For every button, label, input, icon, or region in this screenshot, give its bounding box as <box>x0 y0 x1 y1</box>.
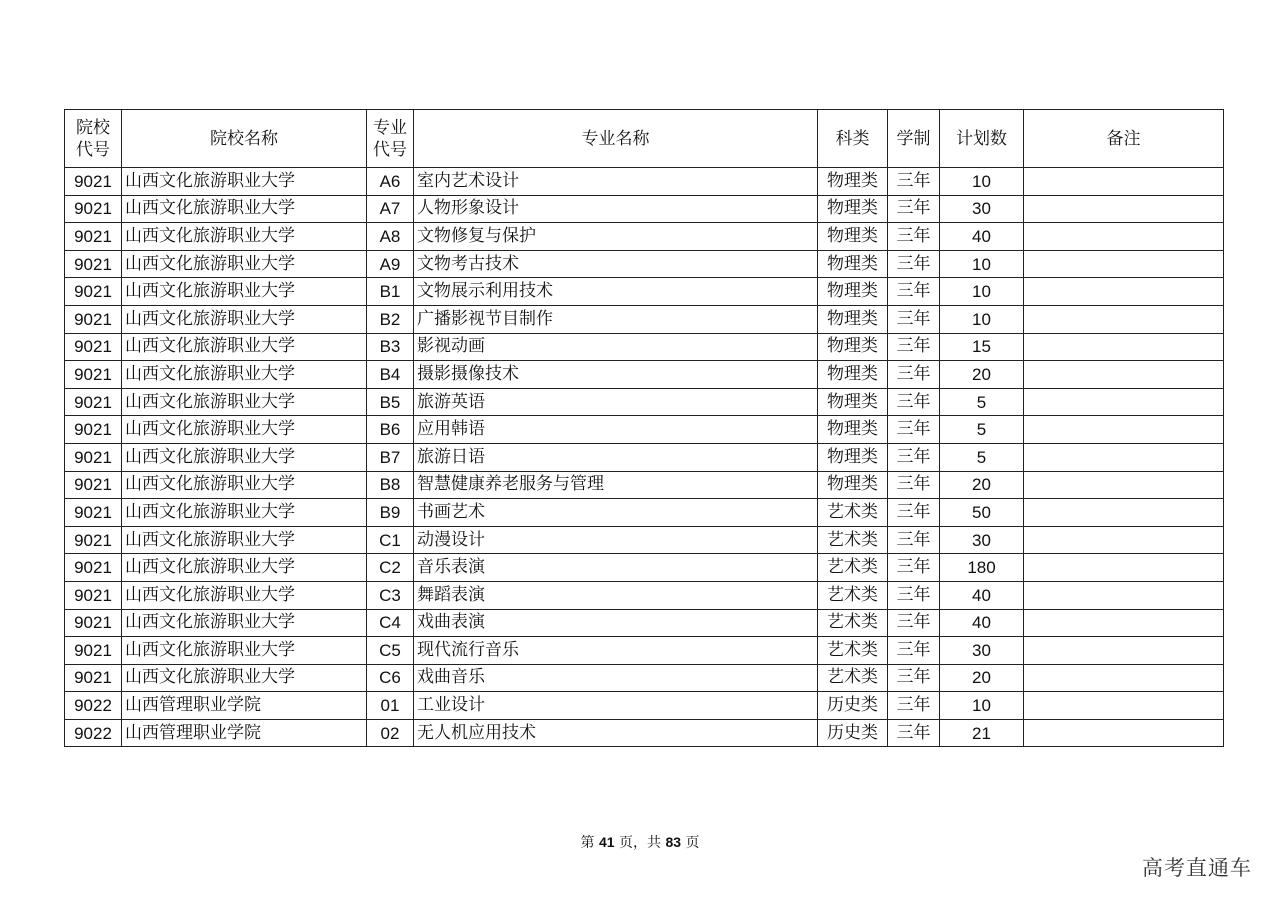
cell-remark <box>1024 526 1224 554</box>
cell-category: 物理类 <box>818 471 888 499</box>
cell-school-code: 9021 <box>65 361 122 389</box>
cell-remark <box>1024 471 1224 499</box>
cell-school-name: 山西文化旅游职业大学 <box>122 416 367 444</box>
cell-category: 物理类 <box>818 416 888 444</box>
cell-major-code: A6 <box>367 168 414 196</box>
cell-remark <box>1024 719 1224 747</box>
cell-major-name: 现代流行音乐 <box>414 637 818 665</box>
table-row <box>65 333 1224 361</box>
cell-school-code: 9021 <box>65 554 122 582</box>
cell-category: 物理类 <box>818 305 888 333</box>
cell-major-code: B9 <box>367 499 414 527</box>
cell-duration: 三年 <box>888 361 940 389</box>
cell-plan: 20 <box>940 664 1024 692</box>
cell-school-code: 9021 <box>65 250 122 278</box>
header-plan: 计划数 <box>940 110 1024 168</box>
cell-school-code: 9021 <box>65 416 122 444</box>
cell-remark <box>1024 416 1224 444</box>
cell-school-code: 9022 <box>65 692 122 720</box>
cell-duration: 三年 <box>888 692 940 720</box>
cell-category: 历史类 <box>818 719 888 747</box>
table-row <box>65 581 1224 609</box>
cell-school-code: 9021 <box>65 333 122 361</box>
cell-duration: 三年 <box>888 526 940 554</box>
cell-school-name: 山西文化旅游职业大学 <box>122 637 367 665</box>
cell-major-code: B7 <box>367 443 414 471</box>
header-remark: 备注 <box>1024 110 1224 168</box>
header-duration: 学制 <box>888 110 940 168</box>
cell-major-code: A8 <box>367 223 414 251</box>
table-header <box>65 110 1224 168</box>
table-row <box>65 692 1224 720</box>
cell-major-code: A7 <box>367 195 414 223</box>
cell-major-name: 戏曲表演 <box>414 609 818 637</box>
table-row <box>65 609 1224 637</box>
table-row <box>65 471 1224 499</box>
cell-duration: 三年 <box>888 333 940 361</box>
table-row <box>65 416 1224 444</box>
cell-remark <box>1024 609 1224 637</box>
cell-school-code: 9021 <box>65 388 122 416</box>
table-row <box>65 223 1224 251</box>
cell-school-code: 9021 <box>65 471 122 499</box>
cell-category: 艺术类 <box>818 581 888 609</box>
cell-major-name: 工业设计 <box>414 692 818 720</box>
cell-major-name: 文物考古技术 <box>414 250 818 278</box>
table-row <box>65 526 1224 554</box>
cell-major-code: A9 <box>367 250 414 278</box>
footer-suffix: 页 <box>685 835 700 851</box>
cell-major-code: C6 <box>367 664 414 692</box>
cell-school-name: 山西文化旅游职业大学 <box>122 250 367 278</box>
cell-major-code: B1 <box>367 278 414 306</box>
cell-school-name: 山西文化旅游职业大学 <box>122 526 367 554</box>
cell-major-code: C3 <box>367 581 414 609</box>
table-row <box>65 443 1224 471</box>
cell-category: 物理类 <box>818 443 888 471</box>
table-row <box>65 499 1224 527</box>
cell-category: 物理类 <box>818 250 888 278</box>
cell-major-code: C2 <box>367 554 414 582</box>
enrollment-plan-table <box>64 109 1224 747</box>
cell-remark <box>1024 223 1224 251</box>
cell-plan: 10 <box>940 692 1024 720</box>
table-row <box>65 305 1224 333</box>
footer-prefix: 第 <box>580 835 595 851</box>
cell-category: 艺术类 <box>818 609 888 637</box>
cell-remark <box>1024 499 1224 527</box>
cell-school-name: 山西文化旅游职业大学 <box>122 664 367 692</box>
cell-major-name: 室内艺术设计 <box>414 168 818 196</box>
header-row <box>65 110 1224 168</box>
cell-school-code: 9022 <box>65 719 122 747</box>
cell-duration: 三年 <box>888 223 940 251</box>
table-row <box>65 388 1224 416</box>
cell-plan: 40 <box>940 609 1024 637</box>
cell-duration: 三年 <box>888 581 940 609</box>
cell-category: 物理类 <box>818 195 888 223</box>
cell-category: 艺术类 <box>818 499 888 527</box>
cell-duration: 三年 <box>888 388 940 416</box>
cell-major-code: C4 <box>367 609 414 637</box>
cell-duration: 三年 <box>888 195 940 223</box>
cell-plan: 30 <box>940 526 1024 554</box>
cell-major-name: 旅游日语 <box>414 443 818 471</box>
cell-school-name: 山西文化旅游职业大学 <box>122 471 367 499</box>
cell-duration: 三年 <box>888 250 940 278</box>
cell-school-code: 9021 <box>65 609 122 637</box>
cell-major-name: 人物形象设计 <box>414 195 818 223</box>
table-row <box>65 361 1224 389</box>
cell-plan: 10 <box>940 250 1024 278</box>
header-category: 科类 <box>818 110 888 168</box>
page-footer <box>0 832 1280 852</box>
cell-major-name: 动漫设计 <box>414 526 818 554</box>
cell-category: 物理类 <box>818 278 888 306</box>
cell-remark <box>1024 278 1224 306</box>
cell-school-name: 山西文化旅游职业大学 <box>122 499 367 527</box>
table-row <box>65 554 1224 582</box>
cell-category: 艺术类 <box>818 637 888 665</box>
cell-school-name: 山西文化旅游职业大学 <box>122 305 367 333</box>
table-row <box>65 195 1224 223</box>
cell-plan: 50 <box>940 499 1024 527</box>
cell-major-name: 文物展示利用技术 <box>414 278 818 306</box>
cell-school-name: 山西文化旅游职业大学 <box>122 388 367 416</box>
cell-school-code: 9021 <box>65 499 122 527</box>
cell-major-name: 舞蹈表演 <box>414 581 818 609</box>
cell-school-name: 山西文化旅游职业大学 <box>122 581 367 609</box>
cell-remark <box>1024 361 1224 389</box>
cell-duration: 三年 <box>888 719 940 747</box>
header-major-code: 专业代号 <box>367 110 414 168</box>
cell-major-name: 戏曲音乐 <box>414 664 818 692</box>
cell-school-name: 山西文化旅游职业大学 <box>122 609 367 637</box>
cell-plan: 10 <box>940 278 1024 306</box>
cell-major-name: 书画艺术 <box>414 499 818 527</box>
cell-duration: 三年 <box>888 416 940 444</box>
cell-major-name: 音乐表演 <box>414 554 818 582</box>
cell-school-code: 9021 <box>65 168 122 196</box>
cell-duration: 三年 <box>888 499 940 527</box>
table-body <box>65 168 1224 747</box>
table-row <box>65 719 1224 747</box>
footer-middle: 页，共 <box>619 835 661 851</box>
cell-school-name: 山西文化旅游职业大学 <box>122 443 367 471</box>
cell-major-name: 无人机应用技术 <box>414 719 818 747</box>
cell-remark <box>1024 692 1224 720</box>
header-major-name: 专业名称 <box>414 110 818 168</box>
cell-remark <box>1024 168 1224 196</box>
cell-category: 艺术类 <box>818 664 888 692</box>
cell-school-code: 9021 <box>65 664 122 692</box>
cell-major-code: B5 <box>367 388 414 416</box>
cell-plan: 21 <box>940 719 1024 747</box>
cell-category: 艺术类 <box>818 554 888 582</box>
cell-duration: 三年 <box>888 664 940 692</box>
cell-school-code: 9021 <box>65 637 122 665</box>
cell-remark <box>1024 250 1224 278</box>
cell-major-code: B8 <box>367 471 414 499</box>
cell-remark <box>1024 664 1224 692</box>
footer-total-pages: 83 <box>665 834 682 850</box>
cell-plan: 5 <box>940 416 1024 444</box>
cell-school-code: 9021 <box>65 443 122 471</box>
header-school-name: 院校名称 <box>122 110 367 168</box>
cell-remark <box>1024 443 1224 471</box>
watermark-text: 高考直通车 <box>1142 856 1252 880</box>
cell-major-code: 02 <box>367 719 414 747</box>
cell-duration: 三年 <box>888 637 940 665</box>
cell-school-name: 山西文化旅游职业大学 <box>122 278 367 306</box>
cell-major-name: 影视动画 <box>414 333 818 361</box>
cell-school-code: 9021 <box>65 305 122 333</box>
cell-remark <box>1024 305 1224 333</box>
cell-school-code: 9021 <box>65 195 122 223</box>
cell-duration: 三年 <box>888 443 940 471</box>
cell-plan: 40 <box>940 581 1024 609</box>
cell-duration: 三年 <box>888 609 940 637</box>
cell-duration: 三年 <box>888 305 940 333</box>
cell-school-code: 9021 <box>65 526 122 554</box>
cell-plan: 10 <box>940 305 1024 333</box>
cell-major-name: 摄影摄像技术 <box>414 361 818 389</box>
cell-major-name: 广播影视节目制作 <box>414 305 818 333</box>
cell-plan: 30 <box>940 637 1024 665</box>
table-row <box>65 664 1224 692</box>
cell-remark <box>1024 637 1224 665</box>
cell-plan: 15 <box>940 333 1024 361</box>
cell-school-name: 山西管理职业学院 <box>122 719 367 747</box>
cell-major-code: B6 <box>367 416 414 444</box>
cell-school-name: 山西文化旅游职业大学 <box>122 195 367 223</box>
cell-category: 物理类 <box>818 333 888 361</box>
cell-remark <box>1024 581 1224 609</box>
cell-school-name: 山西管理职业学院 <box>122 692 367 720</box>
table-row <box>65 168 1224 196</box>
cell-plan: 5 <box>940 443 1024 471</box>
cell-school-name: 山西文化旅游职业大学 <box>122 361 367 389</box>
cell-major-name: 智慧健康养老服务与管理 <box>414 471 818 499</box>
cell-major-code: B2 <box>367 305 414 333</box>
cell-major-name: 旅游英语 <box>414 388 818 416</box>
cell-duration: 三年 <box>888 168 940 196</box>
cell-remark <box>1024 333 1224 361</box>
footer-page-number: 41 <box>598 834 615 850</box>
header-school-code: 院校代号 <box>65 110 122 168</box>
cell-school-code: 9021 <box>65 223 122 251</box>
cell-school-code: 9021 <box>65 581 122 609</box>
cell-category: 艺术类 <box>818 526 888 554</box>
cell-duration: 三年 <box>888 554 940 582</box>
cell-plan: 180 <box>940 554 1024 582</box>
cell-category: 物理类 <box>818 361 888 389</box>
cell-category: 物理类 <box>818 223 888 251</box>
cell-school-name: 山西文化旅游职业大学 <box>122 333 367 361</box>
cell-major-code: 01 <box>367 692 414 720</box>
table-row <box>65 250 1224 278</box>
cell-major-code: B3 <box>367 333 414 361</box>
cell-category: 物理类 <box>818 388 888 416</box>
cell-category: 历史类 <box>818 692 888 720</box>
cell-remark <box>1024 195 1224 223</box>
cell-plan: 20 <box>940 361 1024 389</box>
table-row <box>65 278 1224 306</box>
cell-plan: 30 <box>940 195 1024 223</box>
cell-major-name: 应用韩语 <box>414 416 818 444</box>
cell-remark <box>1024 554 1224 582</box>
cell-plan: 10 <box>940 168 1024 196</box>
table-row <box>65 637 1224 665</box>
cell-major-code: C5 <box>367 637 414 665</box>
cell-major-code: B4 <box>367 361 414 389</box>
cell-duration: 三年 <box>888 278 940 306</box>
cell-category: 物理类 <box>818 168 888 196</box>
cell-school-name: 山西文化旅游职业大学 <box>122 554 367 582</box>
cell-major-name: 文物修复与保护 <box>414 223 818 251</box>
cell-remark <box>1024 388 1224 416</box>
cell-school-name: 山西文化旅游职业大学 <box>122 168 367 196</box>
cell-plan: 5 <box>940 388 1024 416</box>
cell-school-name: 山西文化旅游职业大学 <box>122 223 367 251</box>
cell-duration: 三年 <box>888 471 940 499</box>
cell-plan: 40 <box>940 223 1024 251</box>
cell-major-code: C1 <box>367 526 414 554</box>
cell-school-code: 9021 <box>65 278 122 306</box>
cell-plan: 20 <box>940 471 1024 499</box>
